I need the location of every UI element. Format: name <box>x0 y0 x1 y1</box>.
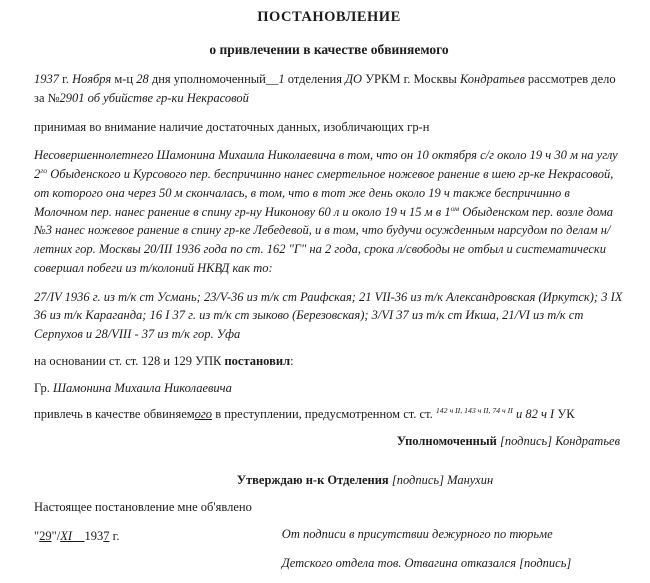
document-subtitle: о привлечении в качестве обвиняемого <box>209 41 449 57</box>
approval-line: Утверждаю н-к Отделения [подпись] Манухин <box>236 472 494 487</box>
paragraph-accusation: Несовершеннолетнего Шамонина Михаила Николаевича в том, что он 10 октября с/г около 19 ч 30 м на углу $2^{го}$ Обыденского и Курсового пер. беспричинно нанес смертельное ножевое ранение в шею гр-ке Некрасовой, от которого она через 50 м скончалась, в том, что в тот же день около 19 ч также беспричинно в Молочном пер. нанес ранение в спину гр-ну Никонову 60 л и около 19 ч 15 м в $1^{ом}$ Обыденском пер. возле дома №3 нанес ножевое ранение в спину гр-ке Лебедевой, и в том, что будучи осужденным нарсудом по делам н/летних гор. Москвы 20/III 1936 года по ст. 162 "Г" на 2 года, срока л/свободы не отбыл и систематически совершал побеги из т/колоний НКВД как то: <box>34 148 618 275</box>
refusal-line-1: От подписи в присутствии дежурного по тюрьме <box>281 527 553 542</box>
document-title: ПОСТАНОВЛЕНИЕ <box>257 9 401 25</box>
paragraph-intro: 1937 г. Ноября м-ц 28 дня уполномоченный__1 отделения ДО УРКМ г. Москвы Кондратьев рассмотрев дело за №2901 об убийстве гр-ки Некрасовой <box>34 72 616 105</box>
paragraph-citizen: Гр. Шамонина Михаила Николаевича <box>34 380 232 395</box>
announced-line: Настоящее постановление мне об'явлено <box>34 499 252 514</box>
paragraph-considering: принимая во внимание наличие достаточных данных, изобличающих гр-н <box>34 119 430 134</box>
refusal-line-2: Детского отдела тов. Отвагина отказался [подпись] <box>281 556 572 570</box>
refusal-block <box>282 525 624 583</box>
bottom-section <box>34 525 624 583</box>
date-line: "29"/XI 1937 г. <box>34 529 120 544</box>
paragraph-escapes: 27/IV 1936 г. из т/к ст Усмань; 23/V-36 из т/к ст Раифская; 21 VII-36 из т/к Александровская (Иркутск); 3 IX 36 из т/к Караганда; 16 I 37 г. из т/к ст зыково (Березовская); 3/VI 37 из т/к ст Икша, 21/VI из т/к ст Серпухов и 28/VIII - 37 из т/к гор. Уфа <box>34 289 623 341</box>
paragraph-basis: на основании ст. ст. 128 и 129 УПК постановил: <box>34 353 294 368</box>
paragraph-charge: привлечь в качестве обвиняемого в преступлении, предусмотренном ст. ст. $^{142 ч II, 143 ч II, 74 ч II}$ и 82 ч I УК <box>34 406 575 422</box>
officer-signature-line: Уполномоченный [подпись] Кондратьев <box>396 434 620 448</box>
